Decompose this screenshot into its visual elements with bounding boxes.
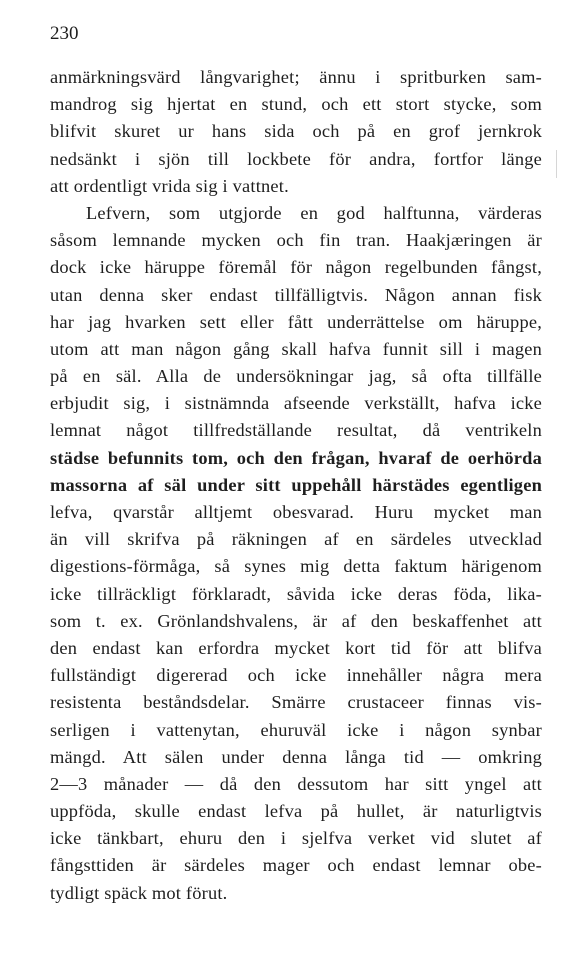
text-line: lemnat något tillfredställande resultat, då ventrikeln [50, 420, 542, 441]
text-line: städse befunnits tom, och den frågan, hvaraf de oerhörda [50, 447, 542, 468]
text-line: digestions-förmåga, så synes mig detta faktum härigenom [50, 556, 542, 577]
text-line: lefva, qvarstår alltjemt obesvarad. Huru mycket man [50, 502, 542, 522]
text-line: erbjudit sig, i sistnämnda afseende verkställt, hafva icke [50, 393, 542, 414]
text-line: mängd. Att sälen under denna långa tid — omkring [50, 746, 542, 767]
text-line: på en säl. Alla de undersökningar jag, så ofta tillfälle [50, 366, 542, 387]
text-line: icke tillräckligt förklaradt, såvida icke deras föda, lika- [50, 583, 542, 604]
text-line: har jag hvarken sett eller fått underrättelse om häruppe, [50, 311, 542, 332]
text-line: fångsttiden är särdeles mager och endast lemnar obe- [50, 855, 542, 876]
text-line: tydligt späck mot förut. [50, 882, 228, 903]
text-line: mandrog sig hjertat en stund, och ett stort stycke, som [50, 94, 542, 115]
text-line: nedsänkt i sjön till lockbete för andra, fortfor länge [50, 148, 542, 169]
text-line: dock icke häruppe föremål för någon regelbunden fångst, [50, 257, 542, 278]
text-line: serligen i vattenytan, ehuruväl icke i någon synbar [50, 719, 542, 740]
text-line: att ordentligt vrida sig i vattnet. [50, 175, 289, 196]
text-line: utom att man någon gång skall hafva funnit sill i magen [50, 338, 542, 359]
text-line: än vill skrifva på räkningen af en särdeles utvecklad [50, 529, 542, 550]
text-line: Lefvern, som utgjorde en god halftunna, värderas [86, 202, 542, 223]
text-line: såsom lemnande mycken och fin tran. Haakjæringen är [50, 230, 542, 251]
scan-margin-mark [556, 150, 557, 178]
text-line: icke tänkbart, ehuru den i sjelfva verket vid slutet af [50, 828, 542, 849]
text-line: fullständigt digererad och icke innehåller några mera [50, 665, 542, 686]
page-number: 230 [50, 23, 79, 44]
text-line: 2—3 månader — då den dessutom har sitt yngel att [50, 773, 542, 794]
text-line: anmärkningsvärd långvarighet; ännu i spritburken sam- [50, 67, 542, 87]
text-line: utan denna sker endast tillfälligtvis. Någon annan fisk [50, 284, 542, 305]
text-line: uppföda, skulle endast lefva på hullet, är naturligtvis [50, 801, 542, 822]
text-line: resistenta beståndsdelar. Smärre crustaceer finnas vis- [50, 692, 542, 713]
text-line: som t. ex. Grönlandshvalens, är af den beskaffenhet att [50, 610, 542, 631]
text-line: blifvit skuret ur hans sida och på en grof jernkrok [50, 121, 542, 142]
text-line: massorna af säl under sitt uppehåll härstädes egentligen [50, 474, 542, 495]
body-text [50, 64, 542, 907]
text-line: den endast kan erfordra mycket kort tid för att blifva [50, 637, 542, 658]
